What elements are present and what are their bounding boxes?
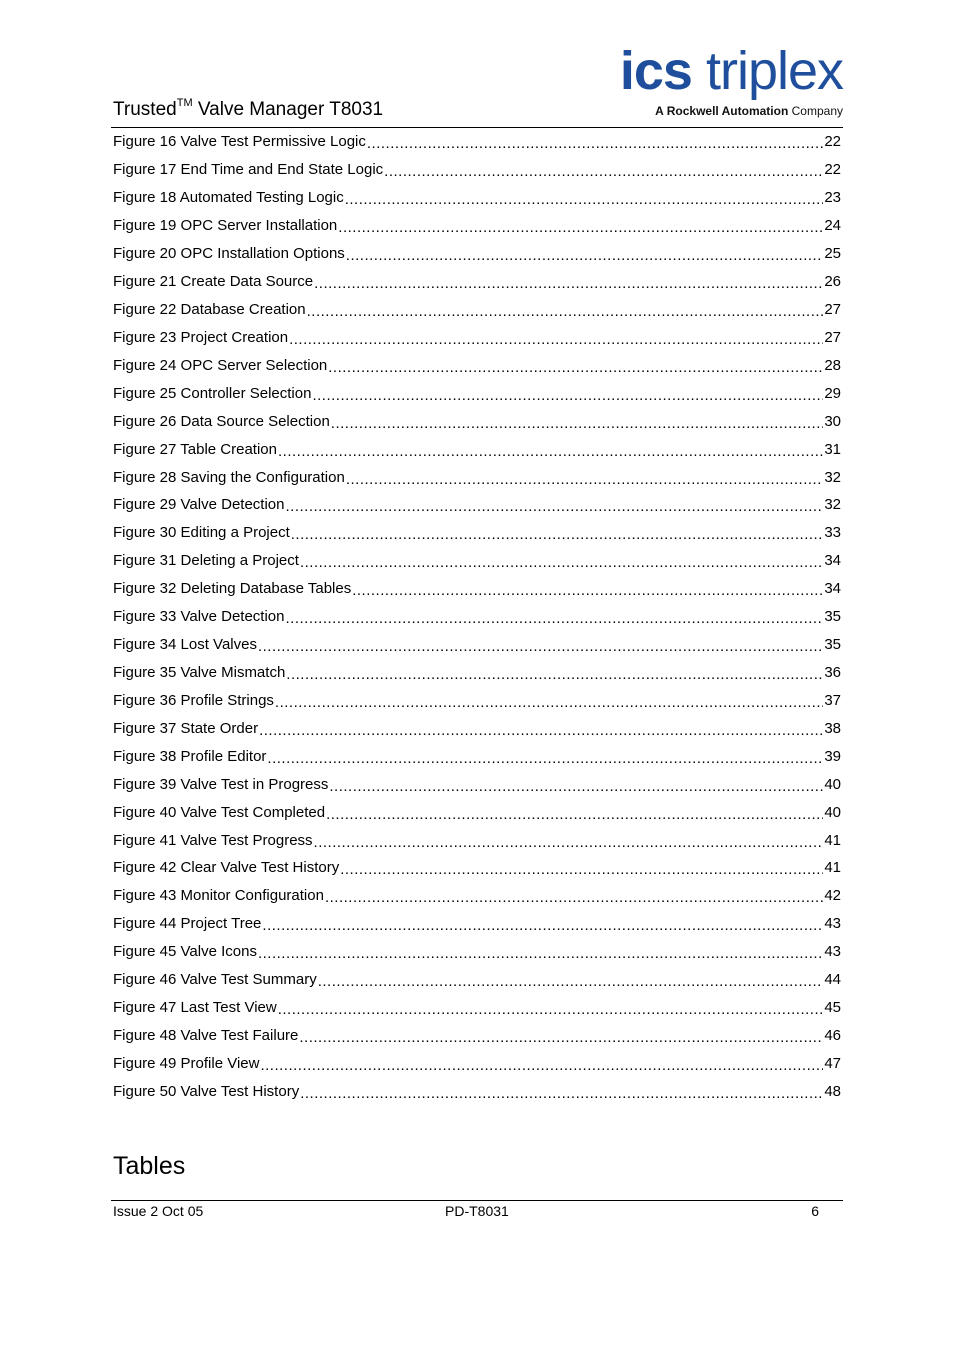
toc-entry-page: 27 (824, 300, 841, 318)
toc-dot-leader (331, 415, 824, 432)
toc-dot-leader (278, 1001, 824, 1018)
toc-entry-label: Figure 37 State Order (113, 719, 259, 737)
toc-entry-label: Figure 35 Valve Mismatch (113, 663, 286, 681)
toc-entry-page: 34 (824, 580, 841, 598)
toc-dot-leader (262, 917, 823, 934)
toc-dot-leader (345, 191, 824, 208)
toc-entry-page: 43 (824, 915, 841, 933)
toc-entry[interactable] (113, 268, 841, 296)
toc-entry[interactable] (113, 742, 841, 770)
toc-entry-label: Figure 26 Data Source Selection (113, 412, 330, 430)
toc-dot-leader (300, 554, 823, 571)
toc-entry-page: 44 (824, 971, 841, 989)
toc-entry[interactable] (113, 212, 841, 240)
toc-dot-leader (275, 694, 823, 711)
toc-dot-leader (267, 750, 823, 767)
toc-entry-page: 23 (824, 189, 841, 207)
title-rest: Valve Manager T8031 (192, 99, 384, 120)
logo-tagline (655, 104, 843, 118)
toc-dot-leader (285, 610, 823, 627)
toc-entry-page: 31 (824, 440, 841, 458)
toc-entry[interactable] (113, 631, 841, 659)
toc-dot-leader (346, 247, 824, 264)
toc-dot-leader (346, 471, 824, 488)
logo-tagline-suffix: Company (788, 104, 843, 118)
logo-wordmark-light: triplex (691, 41, 843, 101)
toc-dot-leader (325, 889, 823, 906)
toc-entry[interactable] (113, 686, 841, 714)
toc-entry-page: 47 (824, 1054, 841, 1072)
toc-entry-page: 32 (824, 496, 841, 514)
toc-entry-page: 40 (824, 775, 841, 793)
toc-entry[interactable] (113, 379, 841, 407)
toc-entry[interactable] (113, 296, 841, 324)
toc-entry-page: 39 (824, 747, 841, 765)
toc-entry-label: Figure 21 Create Data Source (113, 273, 314, 291)
toc-dot-leader (259, 722, 823, 739)
toc-entry-label: Figure 18 Automated Testing Logic (113, 189, 344, 207)
toc-dot-leader (258, 945, 823, 962)
toc-entry[interactable] (113, 994, 841, 1022)
toc-entry[interactable] (113, 435, 841, 463)
toc-dot-leader (300, 1085, 823, 1102)
toc-entry-label: Figure 23 Project Creation (113, 328, 289, 346)
toc-entry-label: Figure 46 Valve Test Summary (113, 971, 317, 989)
toc-dot-leader (285, 498, 823, 515)
toc-dot-leader (367, 135, 823, 152)
toc-entry-label: Figure 16 Valve Test Permissive Logic (113, 133, 366, 151)
toc-entry-label: Figure 25 Controller Selection (113, 384, 312, 402)
toc-entry-label: Figure 49 Profile View (113, 1054, 260, 1072)
company-logo (611, 42, 843, 120)
toc-entry[interactable] (113, 798, 841, 826)
toc-entry-label: Figure 28 Saving the Configuration (113, 468, 345, 486)
title-prefix: Trusted (113, 99, 177, 120)
footer-page-number: 6 (811, 1203, 819, 1219)
toc-entry[interactable] (113, 240, 841, 268)
toc-entry[interactable] (113, 1049, 841, 1077)
toc-entry-page: 35 (824, 608, 841, 626)
document-title (113, 98, 383, 122)
toc-entry[interactable] (113, 323, 841, 351)
toc-entry-page: 22 (824, 161, 841, 179)
toc-entry[interactable] (113, 351, 841, 379)
toc-entry[interactable] (113, 938, 841, 966)
toc-dot-leader (289, 331, 823, 348)
toc-dot-leader (278, 443, 823, 460)
toc-entry[interactable] (113, 575, 841, 603)
toc-entry-label: Figure 47 Last Test View (113, 999, 277, 1017)
toc-entry[interactable] (113, 826, 841, 854)
page-footer (113, 1203, 841, 1221)
toc-entry-label: Figure 24 OPC Server Selection (113, 356, 328, 374)
toc-dot-leader (291, 526, 824, 543)
toc-dot-leader (329, 778, 823, 795)
toc-dot-leader (299, 1029, 823, 1046)
toc-dot-leader (314, 834, 824, 851)
footer-divider (111, 1200, 843, 1201)
toc-dot-leader (384, 163, 823, 180)
toc-dot-leader (338, 219, 823, 236)
toc-entry-page: 42 (824, 887, 841, 905)
toc-entry-page: 34 (824, 552, 841, 570)
toc-entry[interactable] (113, 184, 841, 212)
toc-entry[interactable] (113, 547, 841, 575)
toc-dot-leader (260, 1057, 823, 1074)
toc-entry-page: 40 (824, 803, 841, 821)
toc-dot-leader (352, 582, 823, 599)
toc-entry-page: 25 (824, 245, 841, 263)
toc-entry-page: 33 (824, 524, 841, 542)
toc-entry-page: 45 (824, 999, 841, 1017)
toc-entry-page: 37 (824, 691, 841, 709)
toc-entry-page: 38 (824, 719, 841, 737)
toc-entry-page: 26 (824, 273, 841, 291)
toc-entry-page: 41 (824, 859, 841, 877)
toc-entry[interactable] (113, 854, 841, 882)
toc-dot-leader (314, 275, 823, 292)
toc-entry-label: Figure 44 Project Tree (113, 915, 262, 933)
toc-entry-page: 32 (824, 468, 841, 486)
toc-entry-label: Figure 43 Monitor Configuration (113, 887, 324, 905)
toc-entry-label: Figure 50 Valve Test History (113, 1082, 300, 1100)
toc-entry-label: Figure 40 Valve Test Completed (113, 803, 326, 821)
toc-entry[interactable] (113, 1022, 841, 1050)
logo-wordmark-bold: ics (619, 41, 692, 101)
toc-entry-label: Figure 19 OPC Server Installation (113, 217, 338, 235)
toc-entry-page: 48 (824, 1082, 841, 1100)
toc-entry-page: 36 (824, 663, 841, 681)
toc-entry-page: 22 (824, 133, 841, 151)
toc-entry-label: Figure 20 OPC Installation Options (113, 245, 345, 263)
toc-entry-label: Figure 33 Valve Detection (113, 608, 285, 626)
toc-entry-page: 35 (824, 636, 841, 654)
toc-dot-leader (328, 359, 823, 376)
toc-dot-leader (286, 666, 823, 683)
toc-entry[interactable] (113, 659, 841, 687)
toc-entry-page: 27 (824, 328, 841, 346)
toc-entry-page: 29 (824, 384, 841, 402)
toc-dot-leader (318, 973, 824, 990)
toc-entry-label: Figure 42 Clear Valve Test History (113, 859, 340, 877)
section-heading: Tables (113, 1152, 186, 1180)
toc-entry-label: Figure 34 Lost Valves (113, 636, 257, 654)
toc-entry[interactable] (113, 156, 841, 184)
footer-doc-id: PD-T8031 (445, 1203, 509, 1219)
toc-entry-label: Figure 36 Profile Strings (113, 691, 274, 709)
toc-entry-label: Figure 32 Deleting Database Tables (113, 580, 352, 598)
toc-entry[interactable] (113, 1077, 841, 1105)
toc-dot-leader (258, 638, 823, 655)
toc-entry[interactable] (113, 128, 841, 156)
toc-entry-page: 24 (824, 217, 841, 235)
toc-entry-label: Figure 31 Deleting a Project (113, 552, 299, 570)
toc-dot-leader (340, 861, 823, 878)
toc-entry[interactable] (113, 966, 841, 994)
toc-entry-label: Figure 17 End Time and End State Logic (113, 161, 384, 179)
toc-entry-label: Figure 29 Valve Detection (113, 496, 285, 514)
logo-wordmark (620, 42, 843, 100)
logo-tagline-main: A Rockwell Automation (655, 104, 789, 118)
toc-entry[interactable] (113, 519, 841, 547)
toc-entry[interactable] (113, 910, 841, 938)
toc-dot-leader (326, 806, 823, 823)
toc-entry-label: Figure 38 Profile Editor (113, 747, 267, 765)
toc-entry-label: Figure 30 Editing a Project (113, 524, 290, 542)
toc-entry-page: 28 (824, 356, 841, 374)
toc-entry[interactable] (113, 882, 841, 910)
toc-entry-label: Figure 27 Table Creation (113, 440, 277, 458)
toc-entry-page: 30 (824, 412, 841, 430)
toc-entry-page: 46 (824, 1026, 841, 1044)
toc-entry-label: Figure 41 Valve Test Progress (113, 831, 313, 849)
trademark-mark: TM (176, 97, 193, 109)
toc-entry-label: Figure 22 Database Creation (113, 300, 306, 318)
toc-entry-label: Figure 45 Valve Icons (113, 943, 257, 961)
table-of-figures (113, 128, 841, 1105)
toc-entry[interactable] (113, 463, 841, 491)
toc-entry[interactable] (113, 603, 841, 631)
toc-entry[interactable] (113, 770, 841, 798)
toc-dot-leader (312, 387, 823, 404)
toc-dot-leader (307, 303, 824, 320)
toc-entry-label: Figure 39 Valve Test in Progress (113, 775, 329, 793)
toc-entry[interactable] (113, 714, 841, 742)
toc-entry-page: 43 (824, 943, 841, 961)
toc-entry-page: 41 (824, 831, 841, 849)
toc-entry[interactable] (113, 491, 841, 519)
footer-issue: Issue 2 Oct 05 (113, 1203, 204, 1219)
page-header (113, 40, 843, 128)
toc-entry-label: Figure 48 Valve Test Failure (113, 1026, 299, 1044)
toc-entry[interactable] (113, 407, 841, 435)
